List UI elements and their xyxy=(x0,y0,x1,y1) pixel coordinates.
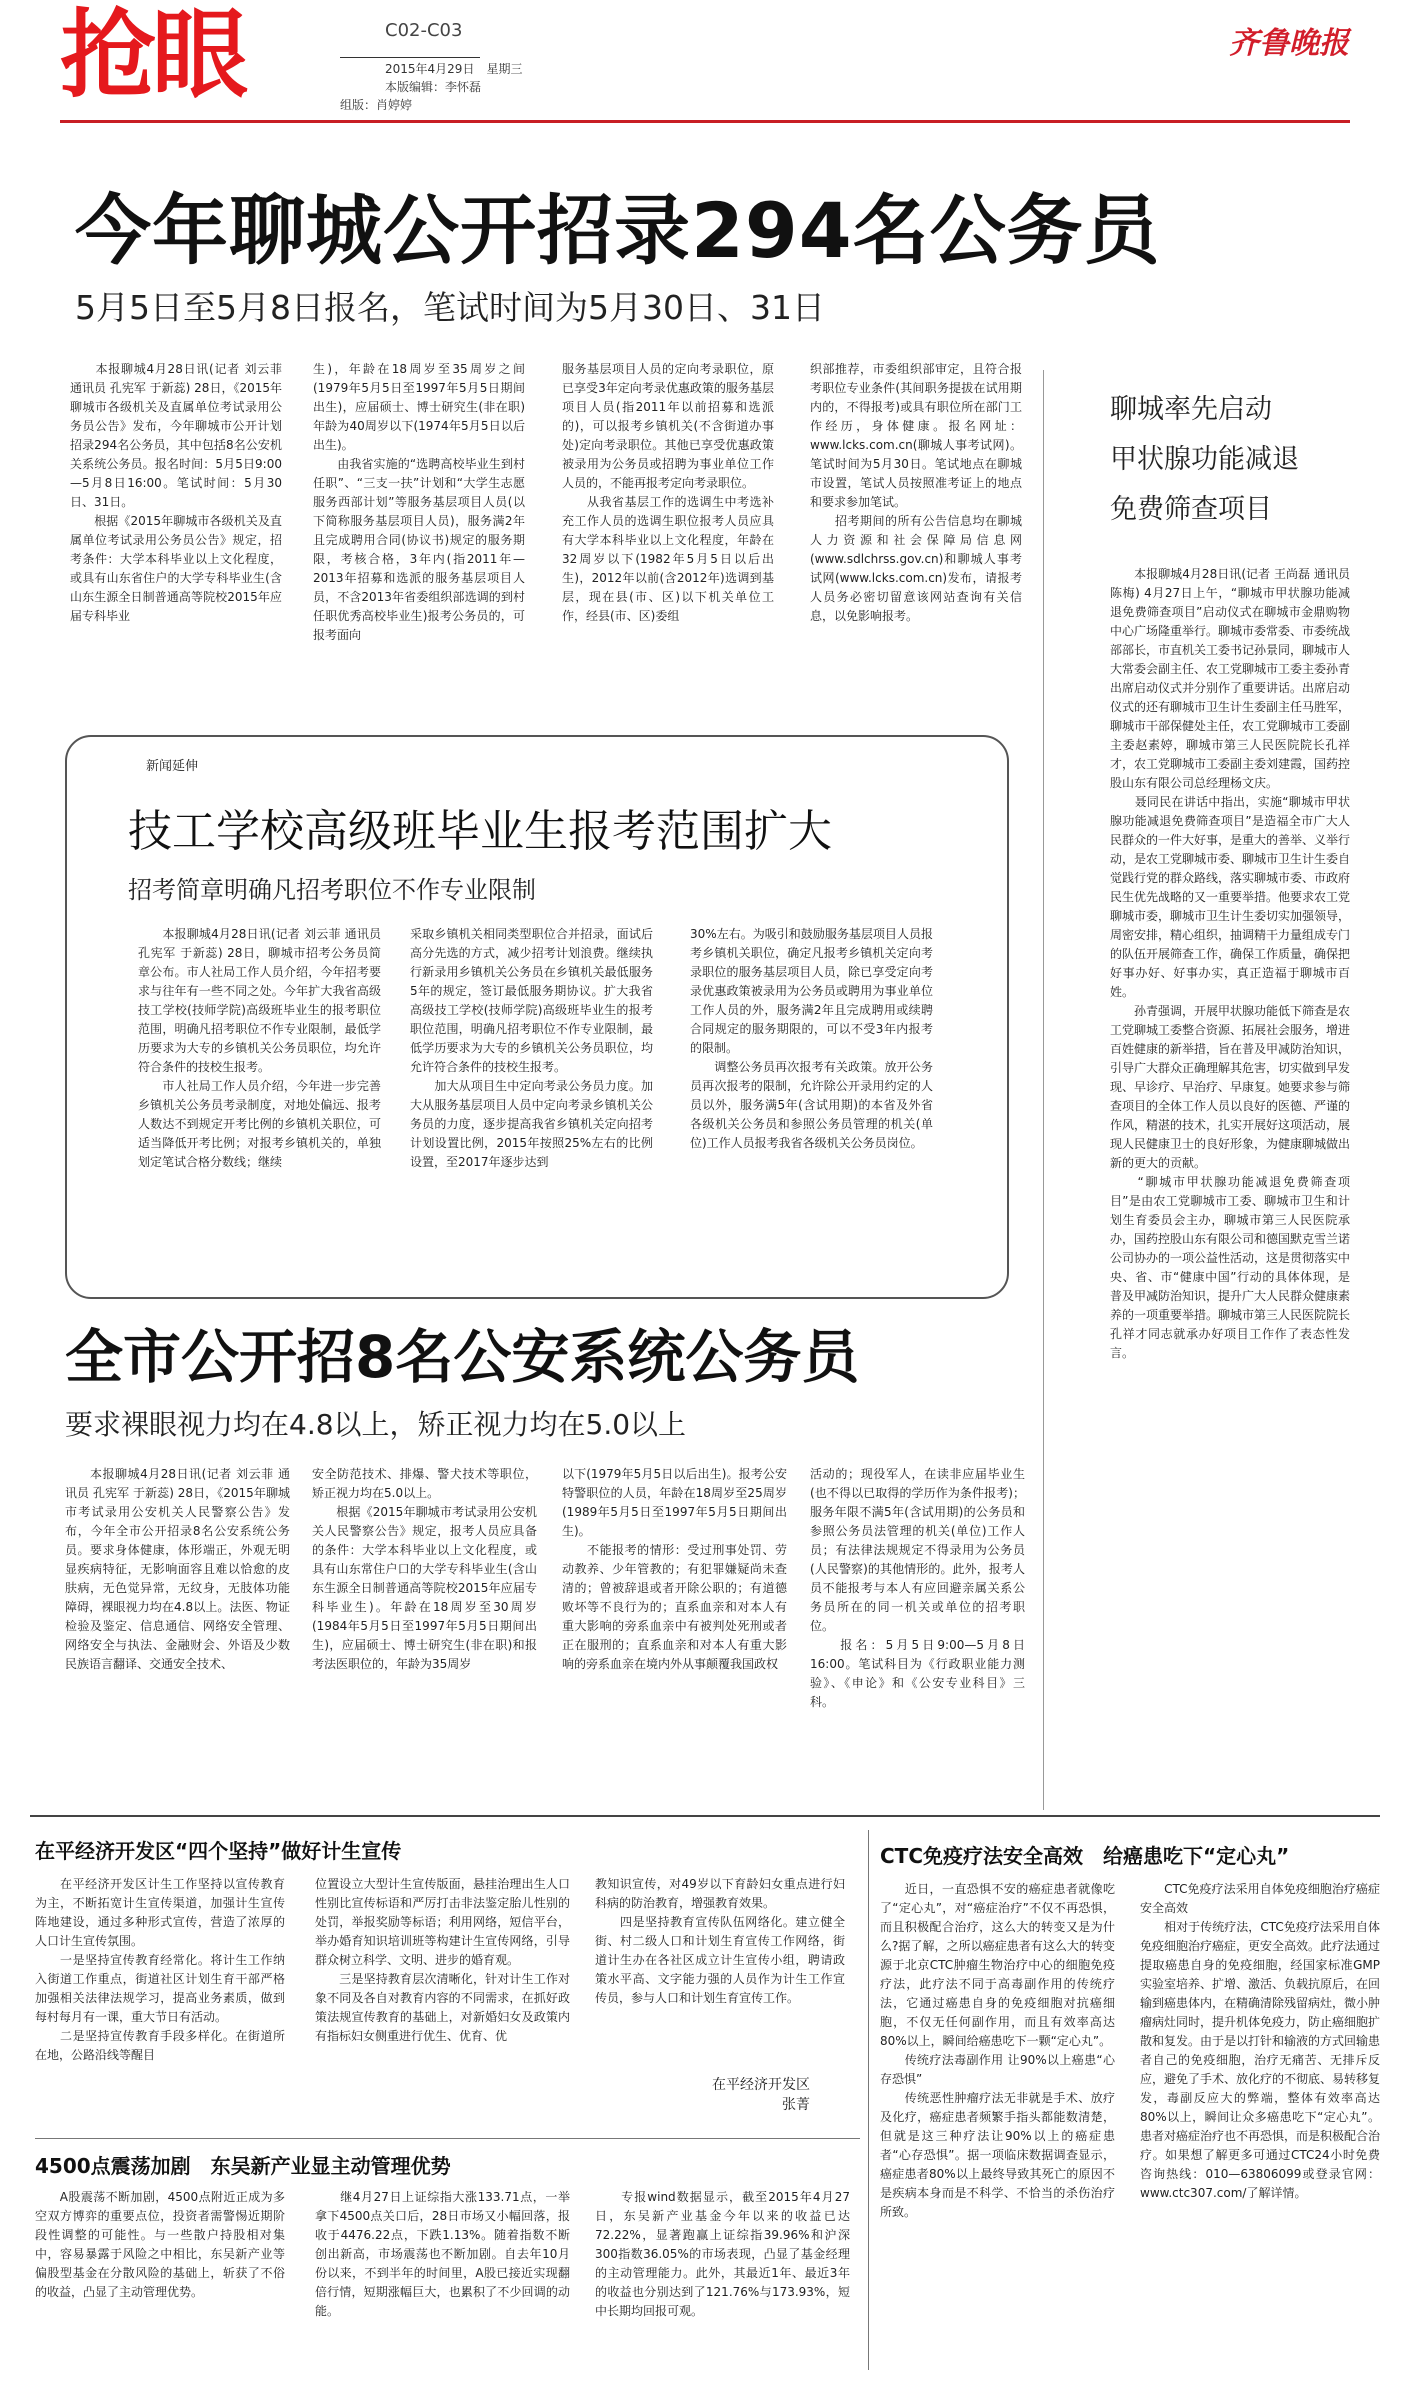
family-planning-column-2: 位置设立大型计生宣传版面，悬挂治理出生人口性别比宣传标语和严厉打击非法鉴定胎儿性别的处罚，举报奖励等标语；利用网络，短信平台，举办婚育知识培训班等构建计生宣传网络，引导群众树立科学、文明、进步的婚育观。 三是坚持教育层次清晰化，针对计生工作对象不同及各自对教育内容的不同需求，在抓好政策法规宣传教育的基础上，对新婚妇女及政策内有指标妇女侧重进行优生、优育、优 xyxy=(315,1877,570,2043)
police-headline: 全市公开招8名公安系统公务员 xyxy=(65,1323,860,1391)
lead-column-3: 服务基层项目人员的定向考录职位，原已享受3年定向考录优惠政策的服务基层项目人员(指2011年以前招募和选派的)，可以报考乡镇机关(不含街道办事处)定向考录职位。其他已享受优惠政策被录用为公务员或招聘为事业单位工作人员的，不能再报考定向考录职位。 从我省基层工作的选调生中考选补充工作人员的选调生职位报考人员应具有大学本科毕业以上文化程度，年龄在32周岁以下(1982年5月5日以后出生)，2012年以前(含2012年)选调到基层，现在县(市、区)以下机关单位工作，经县(市、区)委组 xyxy=(562,362,774,623)
stock-divider xyxy=(35,2138,860,2139)
box-column-2: 采取乡镇机关相同类型职位合并招录，面试后高分先选的方式，减少招考计划浪费。继续执行新录用乡镇机关公务员在乡镇机关最低服务5年的规定，签订最低服务期协议。扩大我省高级技工学校(技师学院)高级班毕业生的报考职位范围，明确凡招考职位不作专业限制，最低学历要求为大专的乡镇机关公务员职位，均允许符合条件的技校生报考。 加大从项目生中定向考录公务员力度。加大从服务基层项目人员中定向考录乡镇机关公务员的力度，逐步提高我省乡镇机关定向招考计划设置比例，2015年按照25%左右的比例设置，至2017年逐步达到 xyxy=(410,927,653,1169)
column-divider xyxy=(1043,370,1044,1810)
designer-credit: 组版：肖婷婷 xyxy=(340,98,413,112)
family-planning-signature: 在平经济开发区 张菁 xyxy=(712,2077,810,2113)
newspaper-logo: 齐鲁晚报 xyxy=(1229,26,1349,61)
ad-column-2: CTC免疫疗法采用自体免疫细胞治疗癌症 安全高效 相对于传统疗法，CTC免疫疗法采用自体免疫细胞治疗癌症，更安全高效。此疗法通过提取癌患自身的免疫细胞，经国家标准GMP实验室培养、扩增、激活、负载抗原后，在回输到癌患体内，在精确清除残留病灶，微小肿瘤病灶同时，提升机体免疫力，防止癌细胞扩散和复发。由于是以打针和输液的方式回输患者自己的免疫细胞，治疗无痛苦、无排斥反应，避免了手术、放化疗的不彻底、易转移复发，毒副反应大的弊端，整体有效率高达80%以上，瞬间让众多癌患吃下“定心丸”。患者对癌症治疗也不再恐惧，而是积极配合治疗。如果想了解更多可通过CTC24小时免费咨询热线：010—63806099或登录官网：www.ctc307.com/了解详情。 xyxy=(1140,1882,1380,2200)
news-extension-tag: 新闻延伸 xyxy=(140,755,204,774)
lead-column-4: 织部推荐，市委组织部审定，且符合报考职位专业条件(其间职务提拔在试用期内的，不得报考)或具有职位所在部门工作经历，身体健康。报名网址：www.lcks.com.cn(聊城人事考试网)。笔试时间为5月30日。笔试地点在聊城市设置，笔试人员按照准考证上的地点和要求参加笔试。 招考期间的所有公告信息均在聊城人力资源和社会保障局信息网(www.sdlchrss.gov.cn)和聊城人事考试网(www.lcks.com.cn)发布，请报考人员务必密切留意该网站查询有关信息，以免影响报考。 xyxy=(810,362,1022,623)
lead-column-1: 本报聊城4月28日讯(记者 刘云菲 通讯员 孔宪军 于新蕊) 28日，《2015年聊城市各级机关及直属单位考试录用公务员公告》发布，今年聊城市公开计划招录294名公务员，其中包括8名公安机关系统公务员。报名时间：5月5日9:00—5月8日16:00。笔试时间：5月30日、31日。 根据《2015年聊城市各级机关及直属单位考试录用公务员公告》规定，招考条件：大学本科毕业以上文化程度，或具有山东省住户的大学专科毕业生(含山东生源全日制普通高等院校2015年应届专科毕业 xyxy=(70,362,282,623)
box-headline: 技工学校高级班毕业生报考范围扩大 xyxy=(128,806,832,857)
police-column-4: 活动的；现役军人，在读非应届毕业生(也不得以已取得的学历作为条件报考)；服务年限不满5年(含试用期)的公务员和参照公务员法管理的机关(单位)工作人员；有法律法规规定不得录用为公务员(人民警察)的其他情形的。此外，报考人员不能报考与本人有应回避亲属关系公务员所在的同一机关或单位的招考职位。 报名：5月5日9:00—5月8日16:00。笔试科目为《行政职业能力测验》、《申论》和《公安专业科目》三科。 xyxy=(810,1467,1025,1709)
side-article-body: 本报聊城4月28日讯(记者 王尚磊 通讯员陈梅) 4月27日上午，“聊城市甲状腺功能减退免费筛查项目”启动仪式在聊城市金鼎购物中心广场隆重举行。聊城市委常委、市委统战部部长，市直机关工委书记孙景同，聊城市人大常委会副主任、农工党聊城市工委主委孙青出席启动仪式并分别作了重要讲话。出席启动仪式的还有聊城市卫生计生委副主任马胜军，聊城市干部保健处主任，农工党聊城市工委副主委赵素婷，聊城市第三人民医院院长孔祥才，农工党聊城市工委副主委刘建霞，国药控股山东有限公司总经理杨文庆。 聂同民在讲话中指出，实施“聊城市甲状腺功能减退免费筛查项目”是造福全市广大人民群众的一件大好事，是重大的善举、义举行动，是农工党聊城市委、聊城市卫生计生委自觉践行党的群众路线，落实聊城市委、市政府民生优先战略的又一重要举措。他要求农工党聊城市委，聊城市卫生计生委切实加强领导，周密安排，精心组织，抽调精干力量组成专门的队伍开展筛查工作，确保工作质量，确保把好事办好、好事办实，真正造福于聊城市百姓。 孙青强调，开展甲状腺功能低下筛查是农工党聊城工委整合资源、拓展社会服务，增进百姓健康的新举措，旨在普及甲减防治知识，引导广大群众正确理解其危害，切实做到早发现、早诊疗、早治疗、早康复。她要求参与筛查项目的全体工作人员以良好的医德、严谨的作风，精湛的技术，扎实开展好这项活动，展现人民健康卫士的良好形象，为健康聊城做出新的更大的贡献。 “聊城市甲状腺功能减退免费筛查项目”是由农工党聊城市工委、聊城市卫生和计划生育委员会主办，聊城市第三人民医院承办，国药控股山东有限公司和德国默克雪兰诺公司协办的一项公益性活动，这是贯彻落实中央、省、市“健康中国”行动的具体体现，是普及甲减防治知识，提升广大人民群众健康素养的一项重要举措。聊城市第三人民医院院长孔祥才同志就承办好项目工作作了表态性发言。 xyxy=(1110,567,1350,1360)
page-range: C02-C03 xyxy=(385,20,463,41)
police-column-3: 以下(1979年5月5日以后出生)。报考公安特警职位的人员，年龄在18周岁至25周岁(1989年5月5日至1997年5月5日期间出生)。 不能报考的情形：受过刑事处罚、劳动教养、少年管教的；有犯罪嫌疑尚未查清的；曾被辞退或者开除公职的；有道德败坏等不良行为的；直系血亲和对本人有重大影响的旁系血亲中有被判处死刑或者正在服刑的；直系血亲和对本人有重大影响的旁系血亲在境内外从事颠覆我国政权 xyxy=(562,1467,787,1671)
editor-credit: 本版编辑：李怀磊 xyxy=(385,80,482,94)
stock-column-3: 专报wind数据显示，截至2015年4月27日，东吴新产业基金今年以来的收益已达72.22%，显著跑赢上证综指39.96%和沪深300指数36.05%的市场表现，凸显了基金经理的主动管理能力。此外，其最近1年、最近3年的收益也分别达到了121.76%与173.93%，短中长期均回报可观。 xyxy=(595,2190,850,2318)
police-subhead: 要求裸眼视力均在4.8以上，矫正视力均在5.0以上 xyxy=(65,1408,687,1441)
stock-column-2: 继4月27日上证综指大涨133.71点，一举拿下4500点关口后，28日市场又小幅回落，报收于4476.22点，下跌1.13%。随着指数不断创出新高，市场震荡也不断加剧。自去年10月份以来，不到半年的时间里，A股已接近实现翻倍行情，短期涨幅巨大，也累积了不少回调的动能。 xyxy=(315,2190,570,2318)
box-column-3: 30%左右。为吸引和鼓励服务基层项目人员报考乡镇机关职位，确定凡报考乡镇机关定向考录职位的服务基层项目人员，除已享受定向考录优惠政策被录用为公务员或聘用为事业单位工作人员的外，服务满2年且完成聘用或续聘合同规定的服务期限的，可以不受3年内报考的限制。 调整公务员再次报考有关政策。放开公务员再次报考的限制，允许除公开录用约定的人员以外，服务满5年(含试用期)的本省及外省各级机关公务员和参照公务员管理的机关(单位)工作人员报考我省各级机关公务员岗位。 xyxy=(690,927,933,1150)
police-column-1: 本报聊城4月28日讯(记者 刘云菲 通讯员 孔宪军 于新蕊) 28日，《2015年聊城市考试录用公安机关人民警察公告》发布，今年全市公开招录8名公安系统公务员。要求身体健康，体形端正，外观无明显疾病特征，无影响面容且难以恰愈的皮肤病，无色觉异常，无纹身，无肢体功能障碍，裸眼视力均在4.8以上。法医、物证检验及鉴定、信息通信、网络安全管理、网络安全与执法、金融财会、外语及少数民族语言翻译、交通安全技术、 xyxy=(65,1467,290,1671)
lead-column-2: 生)，年龄在18周岁至35周岁之间(1979年5月5日至1997年5月5日期间出生)，应届硕士、博士研究生(非在职)年龄为40周岁以下(1974年5月5日以后出生)。 由我省实施的“选聘高校毕业生到村任职”、“三支一扶”计划和“大学生志愿服务西部计划”等服务基层项目人员(以下简称服务基层项目人员)，服务满2年且完成聘用合同(协议书)规定的服务期限，考核合格，3年内(指2011年—2013年招募和选派的服务基层项目人员，不含2013年省委组织部选调的到村任职优秀高校毕业生)报考公务员的，可报考面向 xyxy=(313,362,525,642)
lead-subhead: 5月5日至5月8日报名，笔试时间为5月30日、31日 xyxy=(75,288,825,327)
ad-column-1: 近日，一直恐惧不安的癌症患者就像吃了“定心丸”，对“癌症治疗”不仅不再恐惧，而且积极配合治疗，这么大的转变又是为什么?据了解，之所以癌症患者有这么大的转变源于北京CTC肿瘤生物治疗中心的细胞免疫疗法，此疗法不同于高毒副作用的传统疗法，它通过癌患自身的免疫细胞对抗癌细胞，不仅无任何副作用，而且有效率高达80%以上，瞬间给癌患吃下一颗“定心丸”。 传统疗法毒副作用 让90%以上癌患“心存恐惧” 传统恶性肿瘤疗法无非就是手术、放疗及化疗，癌症患者频繁手指头都能数清楚，但就是这三种疗法让90%以上的癌症患者“心存恐惧”。据一项临床数据调查显示，癌症患者80%以上最终导致其死亡的原因不是疾病本身而是不科学、不恰当的杀伤治疗所致。 xyxy=(880,1882,1115,2219)
issue-date: 2015年4月29日 星期三 xyxy=(385,62,523,76)
lead-headline: 今年聊城公开招录294名公务员 xyxy=(75,186,1161,275)
side-headline: 聊城率先启动 甲状腺功能减退 免费筛查项目 xyxy=(1110,394,1299,525)
masthead-red-rule xyxy=(60,120,1350,123)
family-planning-column-3: 教知识宣传，对49岁以下育龄妇女重点进行妇科病的防治教育，增强教育效果。 四是坚持教育宣传队伍网络化。建立健全街、村二级人口和计划生育宣传工作网络，街道计生办在各社区成立计生宣传小组，聘请政策水平高、文字能力强的人员作为计生工作宣传员，参与人口和计划生育宣传工作。 xyxy=(595,1877,845,2005)
ad-divider xyxy=(868,1830,869,2370)
ad-headline: CTC免疫疗法安全高效 给癌患吃下“定心丸” xyxy=(880,1844,1290,1868)
stock-headline: 4500点震荡加剧 东吴新产业显主动管理优势 xyxy=(35,2154,451,2178)
police-column-2: 安全防范技术、排爆、警犬技术等职位，矫正视力均在5.0以上。 根据《2015年聊城市考试录用公安机关人民警察公告》规定，报考人员应具备的条件：大学本科毕业以上文化程度，或具有山东常住户口的大学专科毕业生(含山东生源全日制普通高等院校2015年应届专科毕业生)。年龄在18周岁至30周岁(1984年5月5日至1997年5月5日期间出生)，应届硕士、博士研究生(非在职)和报考法医职位的，年龄为35周岁 xyxy=(312,1467,537,1671)
stock-column-1: A股震荡不断加剧，4500点附近正成为多空双方博弈的重要点位，投资者需警惕近期阶段性调整的可能性。与一些散户持股相对集中，容易暴露于风险之中相比，东吴新产业等偏股型基金在分散风险的基础上，斩获了不俗的收益，凸显了主动管理优势。 xyxy=(35,2190,285,2299)
family-planning-headline: 在平经济开发区“四个坚持”做好计生宣传 xyxy=(35,1839,402,1863)
bottom-section-rule xyxy=(30,1815,1380,1817)
section-logo: 抢眼 xyxy=(60,0,244,111)
family-planning-column-1: 在平经济开发区计生工作坚持以宣传教育为主，不断拓宽计生宣传渠道，加强计生宣传阵地建设，通过多种形式宣传，营造了浓厚的人口计生宣传氛围。 一是坚持宣传教育经常化。将计生工作纳入街道工作重点，街道社区计划生育干部严格加强相关法律法规学习，提高业务素质，做到每村每月有一课，重大节日有活动。 二是坚持宣传教育手段多样化。在街道所在地，公路沿线等醒目 xyxy=(35,1877,285,2062)
box-column-1: 本报聊城4月28日讯(记者 刘云菲 通讯员 孔宪军 于新蕊) 28日，聊城市招考公务员简章公布。市人社局工作人员介绍，今年招考要求与往年有一些不同之处。今年扩大我省高级技工学校(技师学院)高级班毕业生的报考职位范围，明确凡招考职位不作专业限制，最低学历要求为大专的乡镇机关公务员职位，均允许符合条件的技校生报考。 市人社局工作人员介绍，今年进一步完善乡镇机关公务员考录制度，对地处偏远、报考人数达不到规定开考比例的乡镇机关职位，可适当降低开考比例；对报考乡镇机关的，单独划定笔试合格分数线；继续 xyxy=(138,927,381,1169)
box-subhead: 招考简章明确凡招考职位不作专业限制 xyxy=(128,876,536,904)
masthead-divider xyxy=(340,57,480,58)
